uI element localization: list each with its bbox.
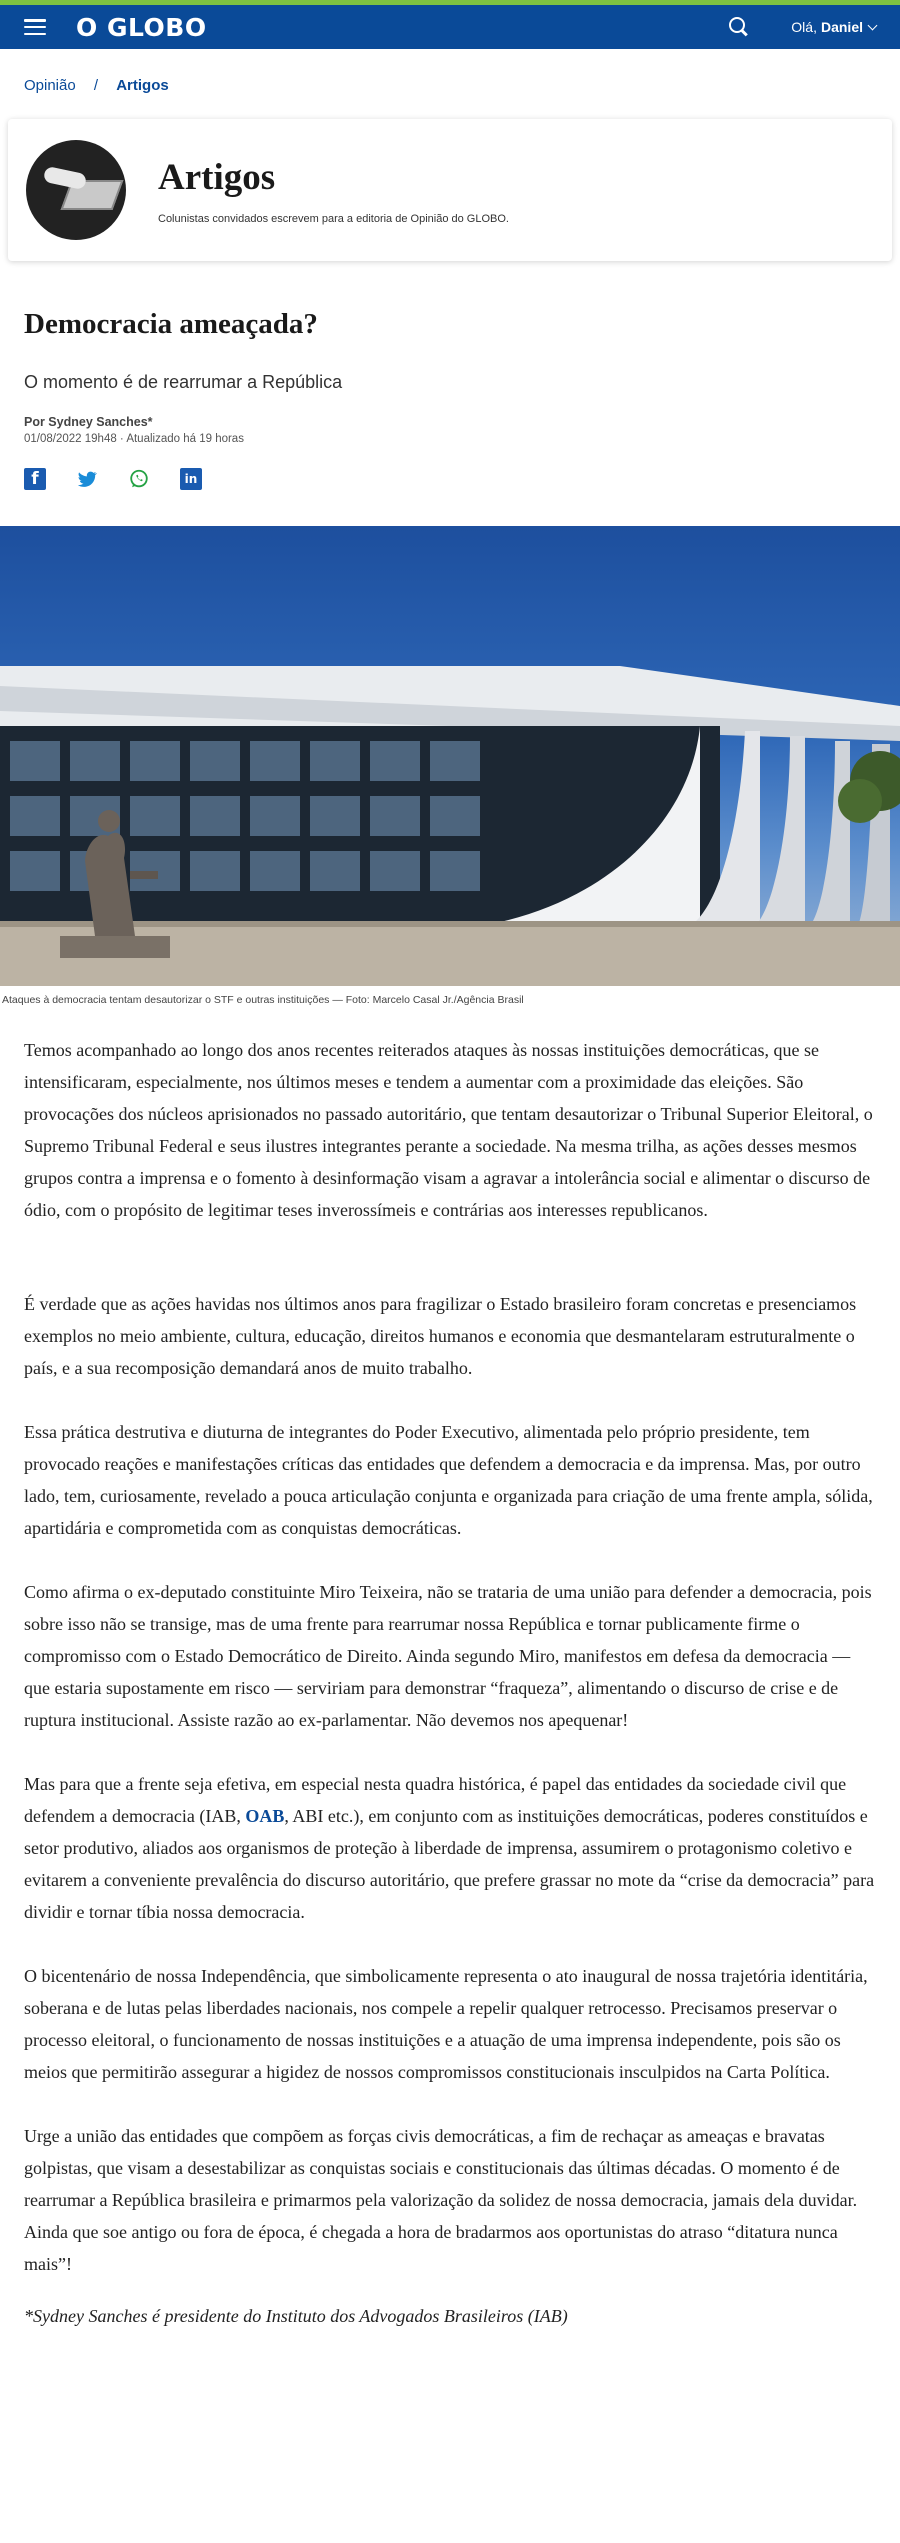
author-footnote: *Sydney Sanches é presidente do Instituto dos Advogados Brasileiros (IAB) [24,2305,568,2326]
site-logo[interactable]: O GLOBO [76,12,207,42]
section-card [8,119,892,261]
hand-icon [43,166,87,190]
article-headline: Democracia ameaçada? [24,308,318,340]
section-title[interactable]: Artigos [158,156,276,198]
linkedin-share-button[interactable]: in [180,468,202,490]
section-description: Colunistas convidados escrevem para a editoria de Opinião do GLOBO. [158,212,509,225]
article-paragraph-5 [24,1768,876,1928]
article-paragraph-6: O bicentenário de nossa Independência, que simbolicamente representa o ato inaugural de nossa trajetória identitária, soberana e de lutas pelas liberdades nacionais, nos compele a repelir qualquer retrocesso. Precisamos preservar o processo eleitoral, o funcionamento de nossas instituições e a atuação de uma imprensa independente, pois são os meios que permitirão assegurar a higidez de nossos compromissos constitucionais insculpidos na Carta Política. [24,1965,868,2082]
breadcrumb-opiniao[interactable]: Opinião [24,77,76,94]
article-subtitle: O momento é de rearrumar a República [24,371,343,392]
user-greeting: Olá, [791,19,817,35]
article-hero-image [0,526,900,986]
chevron-down-icon [868,20,878,30]
search-icon[interactable] [727,15,751,39]
whatsapp-share-button[interactable] [128,468,150,490]
user-menu[interactable] [791,19,876,35]
breadcrumb-separator: / [93,77,99,94]
breadcrumb [0,49,900,119]
article-paragraph-7: Urge a união das entidades que compõem as forças civis democráticas, a fim de rechaçar as ameaças e bravatas golpistas, que visam a desestabilizar as conquistas sociais e constitucionais das últimas décadas. O momento é de rearrumar a República brasileira e primarmos pela valorização da solidez de nossa democracia, jamais dela duvidar. Ainda que soe antigo ou fora de época, é chegada a hora de bradarmos aos oportunistas do atraso “ditatura nunca mais”! [24,2125,858,2274]
article-byline: Por Sydney Sanches* [24,414,153,429]
article-paragraph-4: Como afirma o ex-deputado constituinte Miro Teixeira, não se trataria de uma união para defender a democracia, pois sobre isso não se transige, mas de uma frente para rearrumar nossa República e tornar publicamente firme o compromisso com o Estado Democrático de Direito. Ainda segundo Miro, manifestos em defesa da democracia — que estaria supostamente em risco — serviriam para demonstrar “fraqueza”, alimentando o discurso de crise e de ruptura institucional. Assiste razão ao ex-parlamentar. Não devemos nos apequenar! [24,1581,872,1730]
image-caption: Ataques à democracia tentam desautorizar o STF e outras instituições — Foto: Marcelo Casal Jr./Agência Brasil [2,993,524,1006]
site-header [0,5,900,49]
oab-link[interactable]: OAB [245,1805,285,1826]
paragraph-5-text-end: , ABI etc.), em conjunto com as instituições democráticas, poderes constituídos e setor produtivo, aliados aos organismos de proteção à liberdade de imprensa, assumirem o protagonismo coletivo e evitarem a conveniente prevalência do discurso autoritário, que prefere grassar no mote da “crise da democracia” para dividir e tornar tíbia nossa democracia. [24,1805,875,1922]
article-paragraph-1: Temos acompanhado ao longo dos anos recentes reiterados ataques às nossas instituições democráticas, que se intensificaram, especialmente, nos últimos meses e tendem a aumentar com a proximidade das eleições. São provocações dos núcleos aprisionados no passado autoritário, que tentam desautorizar o Tribunal Superior Eleitoral, o Supremo Tribunal Federal e seus ilustres integrantes perante a sociedade. Na mesma trilha, as ações desses mesmos grupos contra a imprensa e o fomento à desinformação visam a agravar a intolerância social e alimentar o discurso de ódio, com o propósito de legitimar teses inverossímeis e contrárias aos interesses republicanos. [24,1039,873,1220]
article-body [0,1034,900,2280]
share-bar [0,467,900,491]
breadcrumb-artigos[interactable]: Artigos [116,77,169,94]
article-dateline: 01/08/2022 19h48 · Atualizado há 19 horas [24,432,244,445]
article-paragraph-2: É verdade que as ações havidas nos últimos anos para fragilizar o Estado brasileiro foram concretas e presenciamos exemplos no meio ambiente, cultura, educação, direitos humanos e economia que desmantelaram estruturalmente o país, e a sua recomposição demandará anos de muito trabalho. [24,1293,857,1378]
stf-building-illustration [0,526,900,986]
facebook-share-button[interactable]: f [24,468,46,490]
menu-icon[interactable] [24,19,46,35]
user-name: Daniel [820,19,863,35]
article-paragraph-3: Essa prática destrutiva e diuturna de integrantes do Poder Executivo, alimentada pelo próprio presidente, tem provocado reações e manifestações críticas das entidades que defendem a democracia e da imprensa. Mas, por outro lado, tem, curiosamente, revelado a pouca articulação conjunta e organizada para criação de uma frente ampla, sólida, apartidária e comprometida com as conquistas democráticas. [24,1421,873,1538]
twitter-icon [76,468,98,490]
twitter-share-button[interactable] [76,468,98,490]
section-avatar [26,140,126,240]
paragraph-5-text-start: Mas para que a frente seja efetiva, em especial nesta quadra histórica, é papel das entidades da sociedade civil que defendem a democracia (IAB, [24,1773,847,1826]
whatsapp-icon [128,468,150,490]
